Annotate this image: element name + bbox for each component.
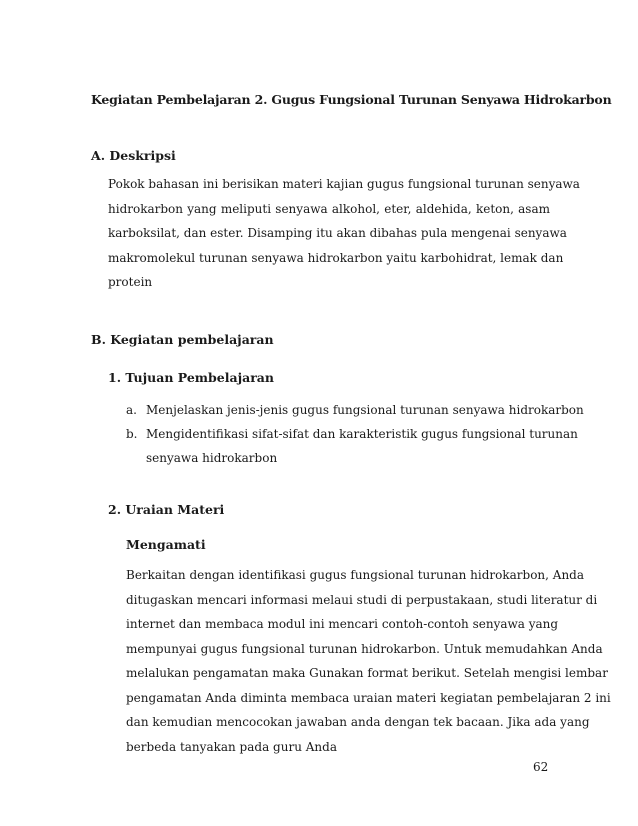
paragraph-line: Pokok bahasan ini berisikan materi kajian gugus fungsional turunan senyawa	[108, 177, 580, 191]
page-title: Kegiatan Pembelajaran 2. Gugus Fungsional Turunan Senyawa Hidrokarbon	[91, 92, 612, 107]
uraian-paragraph	[126, 563, 611, 759]
paragraph-line: dan kemudian mencocokan jawaban anda dengan tek bacaan. Jika ada yang	[126, 715, 590, 729]
list-text: Mengidentifikasi sifat-sifat dan karakteristik gugus fungsional turunan	[146, 427, 578, 441]
list-text: senyawa hidrokarbon	[146, 451, 278, 465]
paragraph-line: protein	[108, 275, 153, 289]
mengamati-heading: Mengamati	[126, 537, 206, 552]
section-b-heading: B. Kegiatan pembelajaran	[91, 332, 274, 347]
paragraph-line: internet dan membaca modul ini mencari contoh-contoh senyawa yang	[126, 617, 559, 631]
paragraph-line: pengamatan Anda diminta membaca uraian materi kegiatan pembelajaran 2 ini	[126, 690, 611, 705]
paragraph-line: berbeda tanyakan pada guru Anda	[126, 739, 337, 754]
uraian-heading: 2. Uraian Materi	[108, 502, 225, 517]
paragraph-line: makromolekul turunan senyawa hidrokarbon yaitu karbohidrat, lemak dan	[108, 250, 564, 265]
list-text: Menjelaskan jenis-jenis gugus fungsional turunan senyawa hidrokarbon	[146, 403, 584, 417]
paragraph-line: melalukan pengamatan maka Gunakan format berikut. Setelah mengisi lembar	[126, 666, 608, 680]
list-marker: b.	[126, 427, 138, 441]
section-a-heading: A. Deskripsi	[91, 148, 176, 163]
section-a-paragraph	[108, 172, 580, 295]
paragraph-line: ditugaskan mencari informasi melaui studi di perpustakaan, studi literatur di	[126, 592, 598, 607]
paragraph-line: mempunyai gugus fungsional turunan hidrokarbon. Untuk memudahkan Anda	[126, 641, 603, 656]
tujuan-heading: 1. Tujuan Pembelajaran	[108, 370, 274, 385]
list-marker: a.	[126, 403, 137, 417]
paragraph-line: hidrokarbon yang meliputi senyawa alkohol, eter, aldehida, keton, asam	[108, 201, 550, 216]
paragraph-line: Berkaitan dengan identifikasi gugus fungsional turunan hidrokarbon, Anda	[126, 568, 585, 582]
paragraph-line: karboksilat, dan ester. Disamping itu akan dibahas pula mengenai senyawa	[108, 226, 567, 240]
page-number: 62	[533, 760, 549, 774]
